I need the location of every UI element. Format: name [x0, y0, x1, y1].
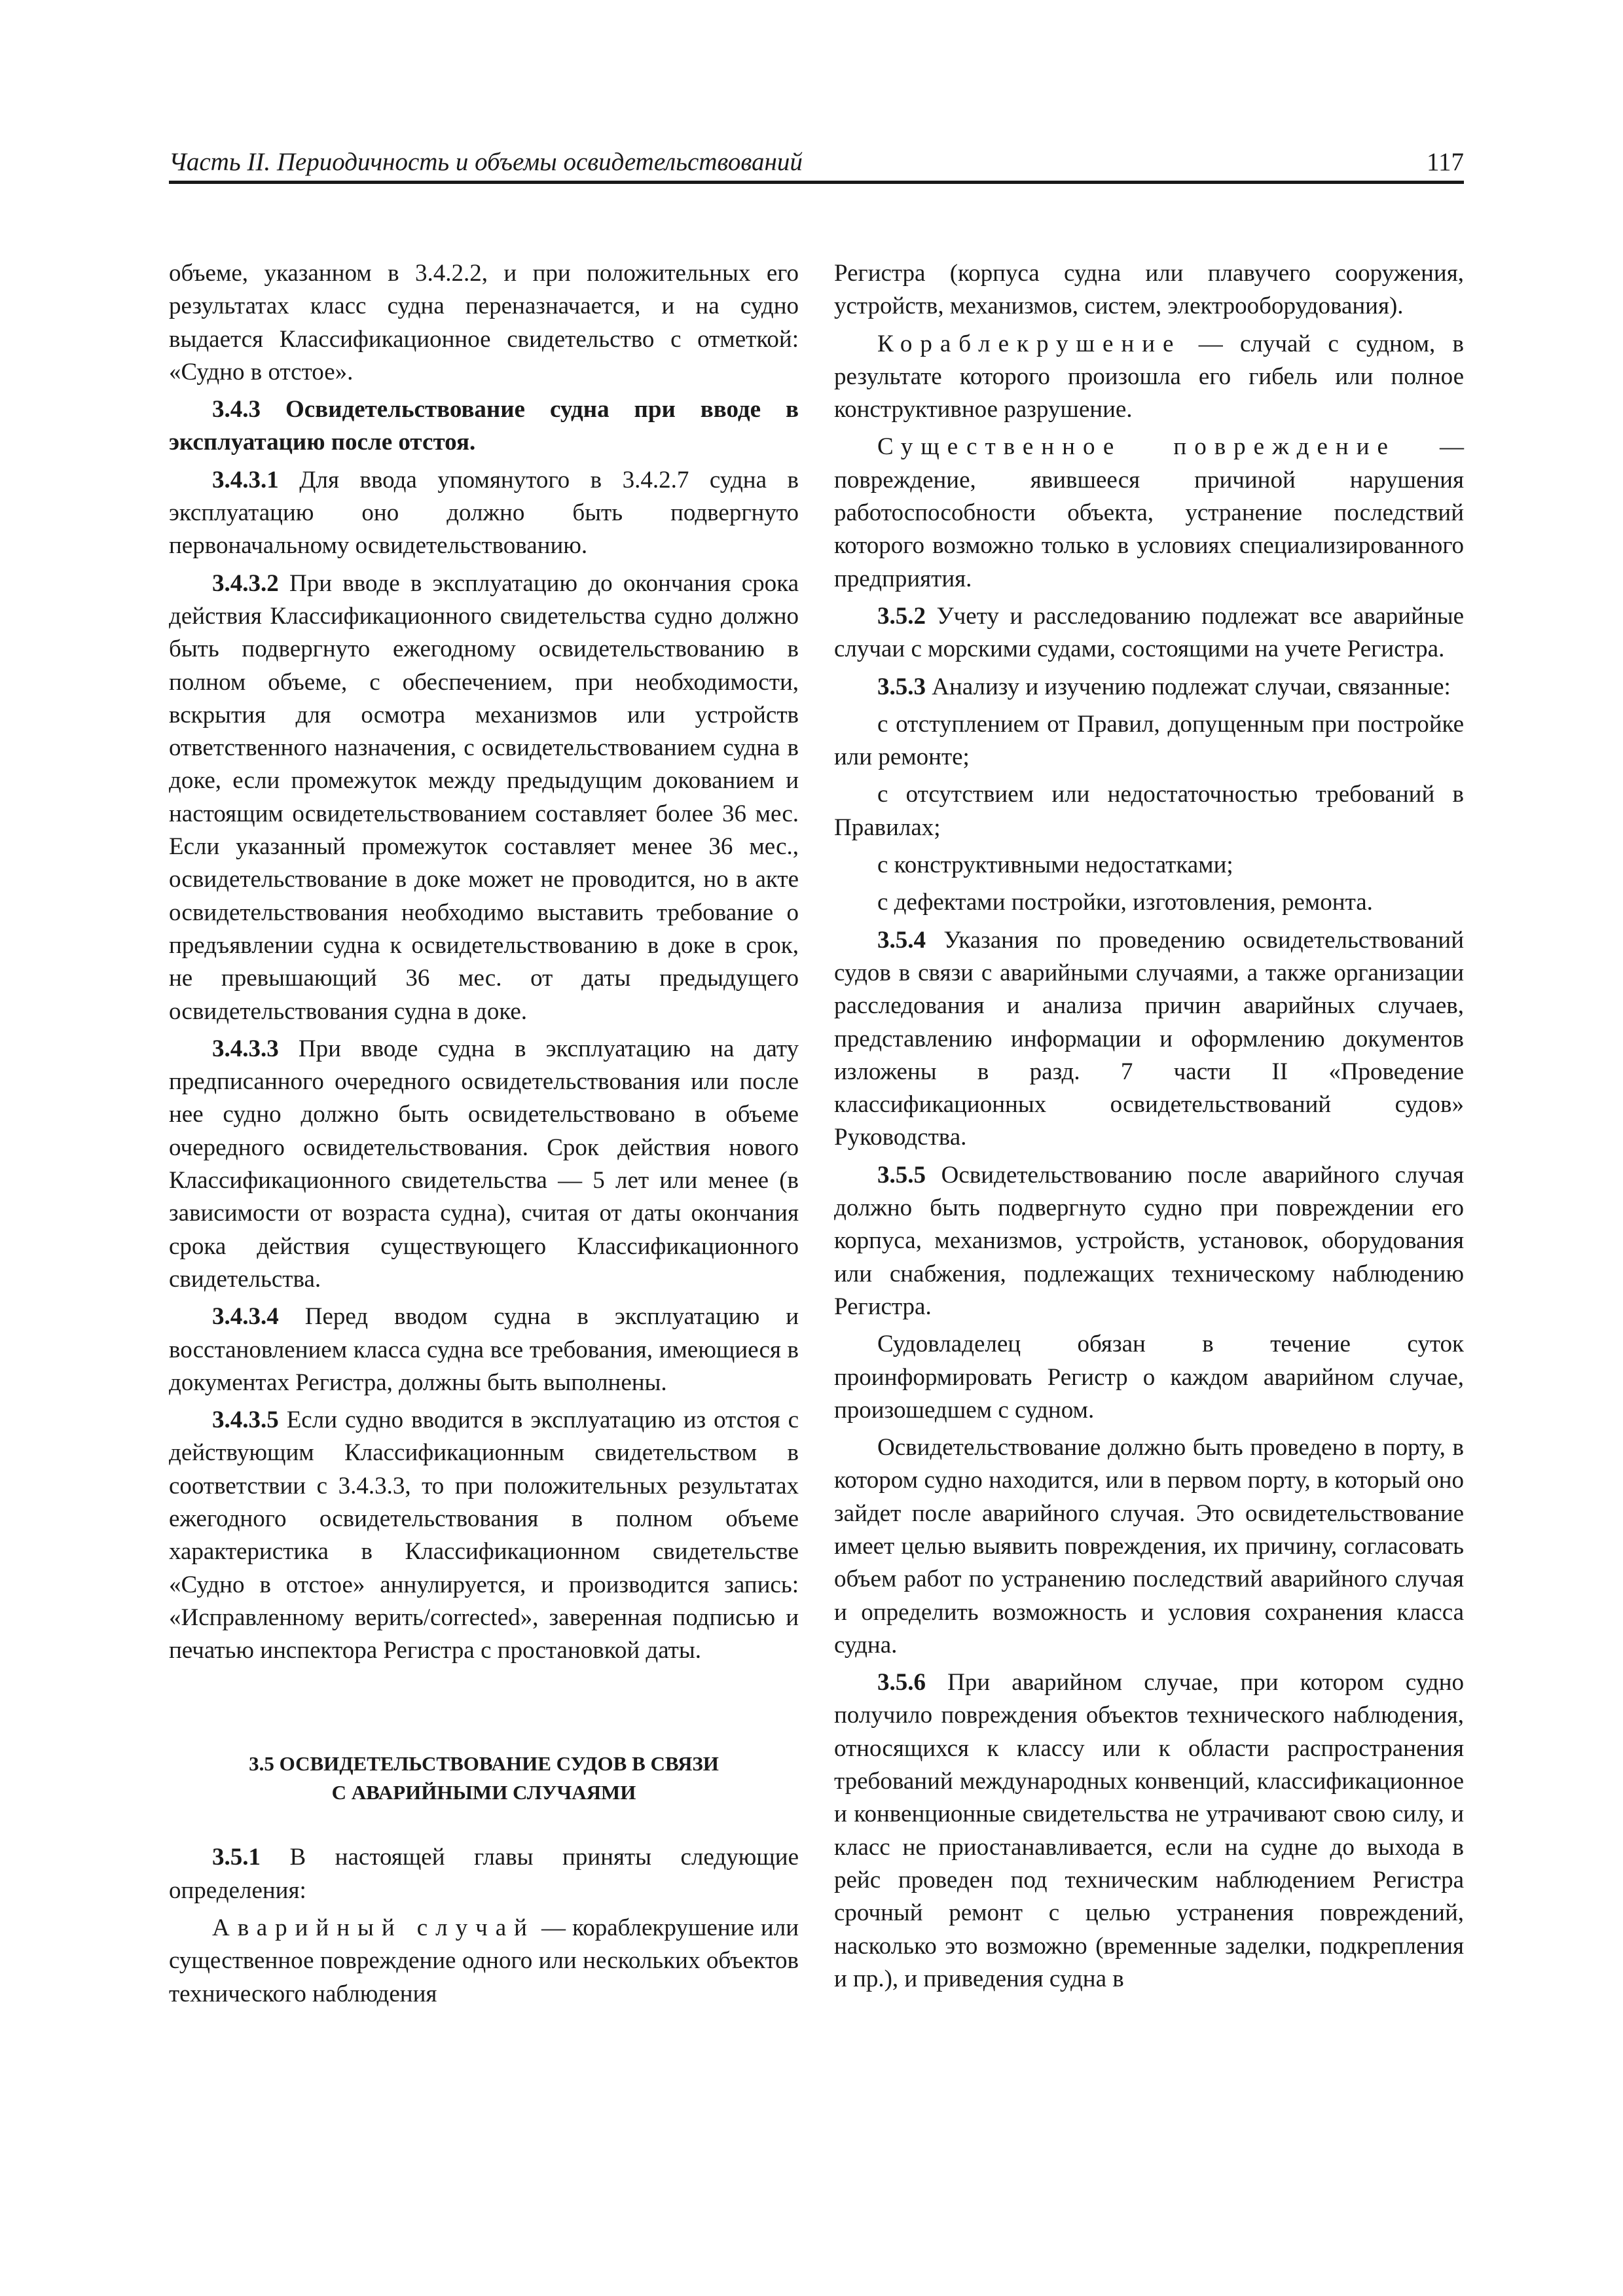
list-item: с конструктивными недостатками;: [877, 852, 1233, 879]
right-column: [834, 257, 1464, 1996]
running-header-title: Часть II. Периодичность и объемы освидетельствований: [169, 148, 803, 176]
section-title: [169, 1749, 799, 1807]
clause-number: 3.4.3.1: [212, 466, 279, 493]
clause-number: 3.5.5: [877, 1161, 926, 1189]
defined-term: Кораблекрушение: [877, 330, 1182, 357]
paragraph: [169, 1404, 799, 1667]
paragraph-text: Если судно вводится в эксплуатацию из отстоя с действующим Классификационным свидетельством в соответствии с 3.4.3.3, то при положительных результатах ежегодного освидетельствования в полном объеме характеристика в Классификационном свидетельстве «Судно в отстое» аннулируется, и производится запись: «Исправленному верить/corrected», заверенная подписью и печатью инспектора Регистра с простановкой даты.: [169, 1407, 799, 1664]
clause-number: 3.4.3.2: [212, 569, 279, 597]
defined-term: Существенное повреждение: [877, 433, 1396, 461]
paragraph: [169, 1033, 799, 1296]
paragraph: [169, 1841, 799, 1907]
paragraph-text: — случай с судном, в результате которого произошла его гибель или полное конструктивное разрушение.: [834, 330, 1464, 423]
left-column: [169, 257, 799, 2011]
paragraph: [834, 600, 1464, 666]
paragraph-text: В настоящей главы приняты следующие определения:: [169, 1844, 799, 1904]
paragraph-text: — повреждение, явившееся причиной нарушения работоспособности объекта, устранение последствий которого возможно только в условиях специализированного предприятия.: [834, 433, 1464, 592]
definition-paragraph: [169, 1912, 799, 2011]
paragraph: [834, 1666, 1464, 1996]
paragraph-text: Указания по проведению освидетельствований судов в связи с аварийными случаями, а также организации расследования и анализа причин аварийных случаев, представлению информации и оформлению документов изложены в разд. 7 части II «Проведение классификационных освидетельствований судов» Руководства.: [834, 926, 1464, 1151]
paragraph-text: При вводе судна в эксплуатацию на дату предписанного очередного освидетельствования или после нее судно должно быть освидетельствовано в объеме очередного освидетельствования. Срок действия нового Классификационного свидетельства — 5 лет или менее (в зависимости от возраста судна), считая от даты окончания срока действия существующего Классификационного свидетельства.: [169, 1035, 799, 1293]
paragraph: Регистра (корпуса судна или плавучего сооружения, устройств, механизмов, систем, электрооборудования).: [834, 260, 1464, 320]
clause-number: 3.4.3.4: [212, 1303, 279, 1331]
paragraph: [834, 924, 1464, 1155]
clause-number: 3.5.3: [877, 673, 926, 700]
clause-number: 3.4.3.5: [212, 1407, 279, 1434]
paragraph-text: При аварийном случае, при котором судно получило повреждения объектов технического наблюдения, относящихся к классу или к области распространения требований международных конвенций, классификационное и конвенционные свидетельства не утрачивают свою силу, и класс не приостанавливается, если на судне до выхода в рейс проведен под техническим наблюдением Регистра срочный ремонт с целью устранения повреждений, насколько это возможно (временные заделки, подкрепления и пр.), и приведения судна в: [834, 1669, 1464, 1992]
paragraph-text: Перед вводом судна в эксплуатацию и восстановлением класса судна все требования, имеющиеся в документах Регистра, должны быть выполнены.: [169, 1303, 799, 1396]
clause-number: 3.5.4: [877, 926, 926, 954]
defined-term: Аварийный случай: [212, 1914, 535, 1942]
section-title-line-2: С АВАРИЙНЫМИ СЛУЧАЯМИ: [331, 1781, 636, 1804]
paragraph: [169, 1300, 799, 1399]
paragraph: [834, 671, 1464, 704]
paragraph-text: — кораблекрушение или существенное повреждение одного или нескольких объектов технического наблюдения: [169, 1914, 799, 2007]
list-item: с отсутствием или недостаточностью требований в Правилах;: [834, 781, 1464, 841]
paragraph: Судовладелец обязан в течение суток проинформировать Регистр о каждом аварийном случае, произошедшем с судном.: [834, 1331, 1464, 1424]
paragraph: [169, 464, 799, 563]
running-header: [169, 144, 1464, 184]
definition-paragraph: [834, 431, 1464, 595]
paragraph: [834, 1159, 1464, 1323]
clause-number: 3.5.1: [212, 1844, 261, 1871]
subsection-heading: [169, 393, 799, 459]
paragraph-text: Освидетельствованию после аварийного случая должно быть подвергнуто судно при повреждении его корпуса, механизмов, устройств, установок, оборудования или снабжения, подлежащих техническому наблюдению Регистра.: [834, 1161, 1464, 1320]
paragraph: объеме, указанном в 3.4.2.2, и при положительных его результатах класс судна переназначается, и на судно выдается Классификационное свидетельство с отметкой: «Судно в отстое».: [169, 260, 799, 386]
paragraph: [169, 567, 799, 1028]
page-number: 117: [1426, 148, 1464, 176]
paragraph-text: Анализу и изучению подлежат случаи, связанные:: [926, 673, 1451, 700]
paragraph-text: Учету и расследованию подлежат все аварийные случаи с морскими судами, состоящими на учете Регистра.: [834, 602, 1464, 663]
clause-number: 3.5.6: [877, 1669, 926, 1696]
list-item: с отступлением от Правил, допущенным при постройке или ремонте;: [834, 710, 1464, 771]
paragraph-text: При вводе в эксплуатацию до окончания срока действия Классификационного свидетельства судно должно быть подвергнуто ежегодному освидетельствованию в полном объеме, с обеспечением, при необходимости, вскрытия для осмотра механизмов или устройств ответственного назначения, с освидетельствованием судна в доке, если промежуток между предыдущим докованием и настоящим освидетельствованием составляет более 36 мес. Если указанный промежуток составляет менее 36 мес., освидетельствование в доке может не проводится, но в акте освидетельствования необходимо выставить требование о предъявлении судна к освидетельствованию в доке в срок, не превышающий 36 мес. от даты предыдущего освидетельствования судна в доке.: [169, 569, 799, 1025]
list-item: с дефектами постройки, изготовления, ремонта.: [877, 889, 1373, 916]
paragraph-text: Для ввода упомянутого в 3.4.2.7 судна в эксплуатацию оно должно быть подвергнуто первоначальному освидетельствованию.: [169, 466, 799, 560]
definition-paragraph: [834, 328, 1464, 427]
clause-number: 3.4.3.3: [212, 1035, 279, 1062]
subsection-heading-text: 3.4.3 Освидетельствование судна при вводе в эксплуатацию после отстоя.: [169, 396, 799, 456]
paragraph: Освидетельствование должно быть проведено в порту, в котором судно находится, или в первом порту, в который оно зайдет после аварийного случая. Это освидетельствование имеет целью выявить повреждения, их причину, согласовать объем работ по устранению последствий аварийного случая и определить возможность и условия сохранения класса судна.: [834, 1434, 1464, 1659]
clause-number: 3.5.2: [877, 602, 926, 630]
section-title-line-1: 3.5 ОСВИДЕТЕЛЬСТВОВАНИЕ СУДОВ В СВЯЗИ: [249, 1752, 719, 1776]
